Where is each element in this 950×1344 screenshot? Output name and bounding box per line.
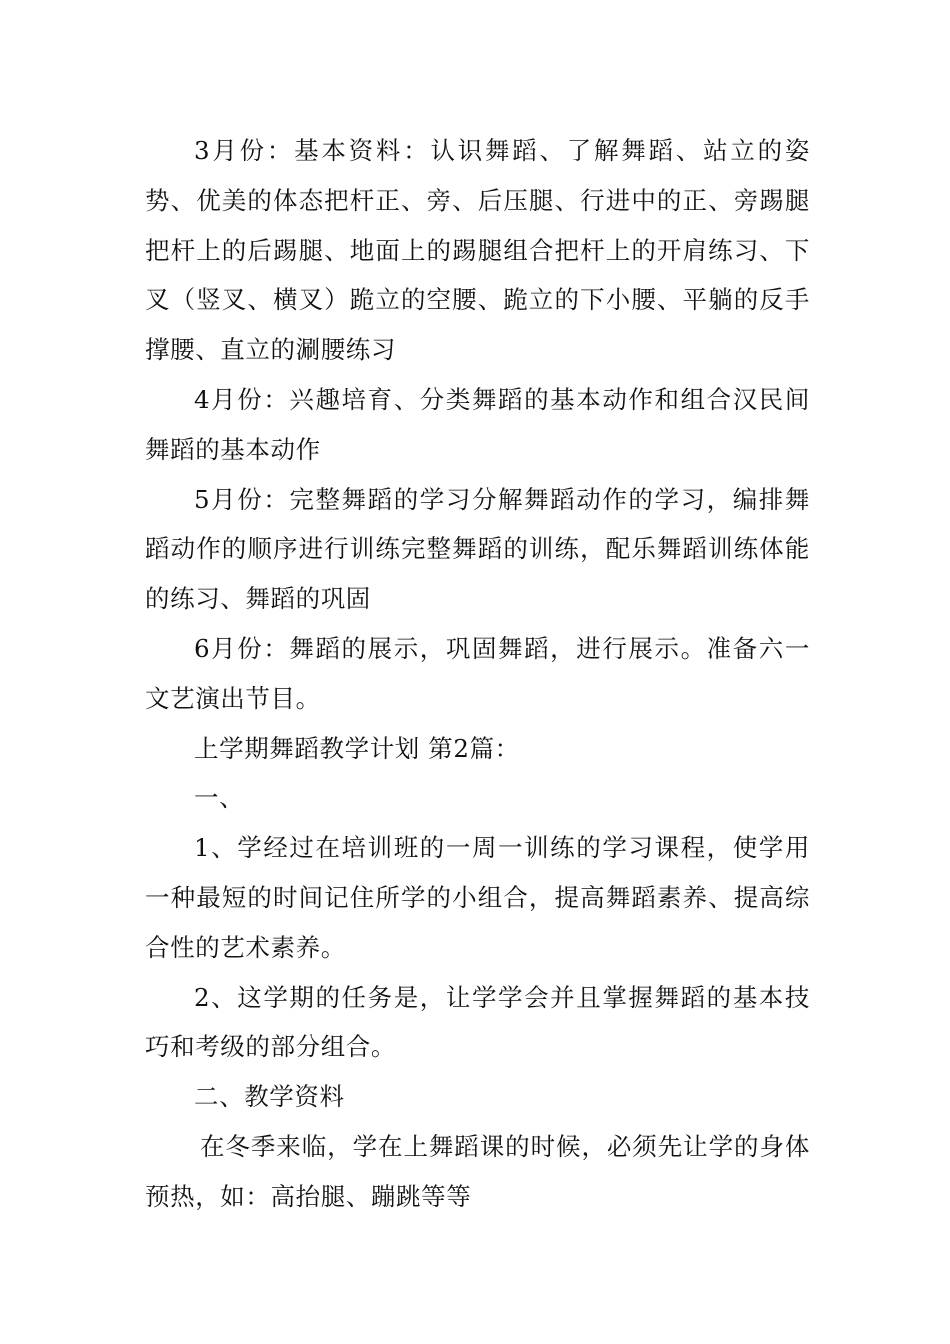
paragraph-june: 6月份：舞蹈的展示，巩固舞蹈，进行展示。准备六一文艺演出节目。 bbox=[145, 633, 810, 713]
paragraph-winter-warmup: 在冬季来临，学在上舞蹈课的时候，必须先让学的身体预热，如：高抬腿、蹦跳等等 bbox=[145, 1131, 810, 1211]
paragraph-march: 3月份：基本资料：认识舞蹈、了解舞蹈、站立的姿势、优美的体态把杆正、旁、后压腿、行进中的正、旁踢腿把杆上的后踢腿、地面上的踢腿组合把杆上的开肩练习、下叉（竖叉、横叉）跪立的空腰、跪立的下小腰、平躺的反手撑腰、直立的涮腰练习 bbox=[145, 136, 810, 365]
paragraph-may: 5月份：完整舞蹈的学习分解舞蹈动作的学习，编排舞蹈动作的顺序进行训练完整舞蹈的训练，配乐舞蹈训练体能的练习、舞蹈的巩固 bbox=[145, 484, 810, 614]
paragraph-item-2: 2、这学期的任务是，让学学会并且掌握舞蹈的基本技巧和考级的部分组合。 bbox=[145, 982, 810, 1062]
section-heading-part-2: 上学期舞蹈教学计划 第2篇： bbox=[194, 733, 520, 763]
paragraph-item-1: 1、学经过在培训班的一周一训练的学习课程，使学用一种最短的时间记住所学的小组合，提高舞蹈素养、提高综合性的艺术素养。 bbox=[145, 833, 810, 962]
document-body bbox=[145, 126, 810, 1222]
section-heading-teaching-materials: 二、教学资料 bbox=[194, 1082, 345, 1112]
paragraph-april: 4月份：兴趣培育、分类舞蹈的基本动作和组合汉民间舞蹈的基本动作 bbox=[145, 384, 810, 464]
section-heading-one: 一、 bbox=[194, 783, 245, 813]
